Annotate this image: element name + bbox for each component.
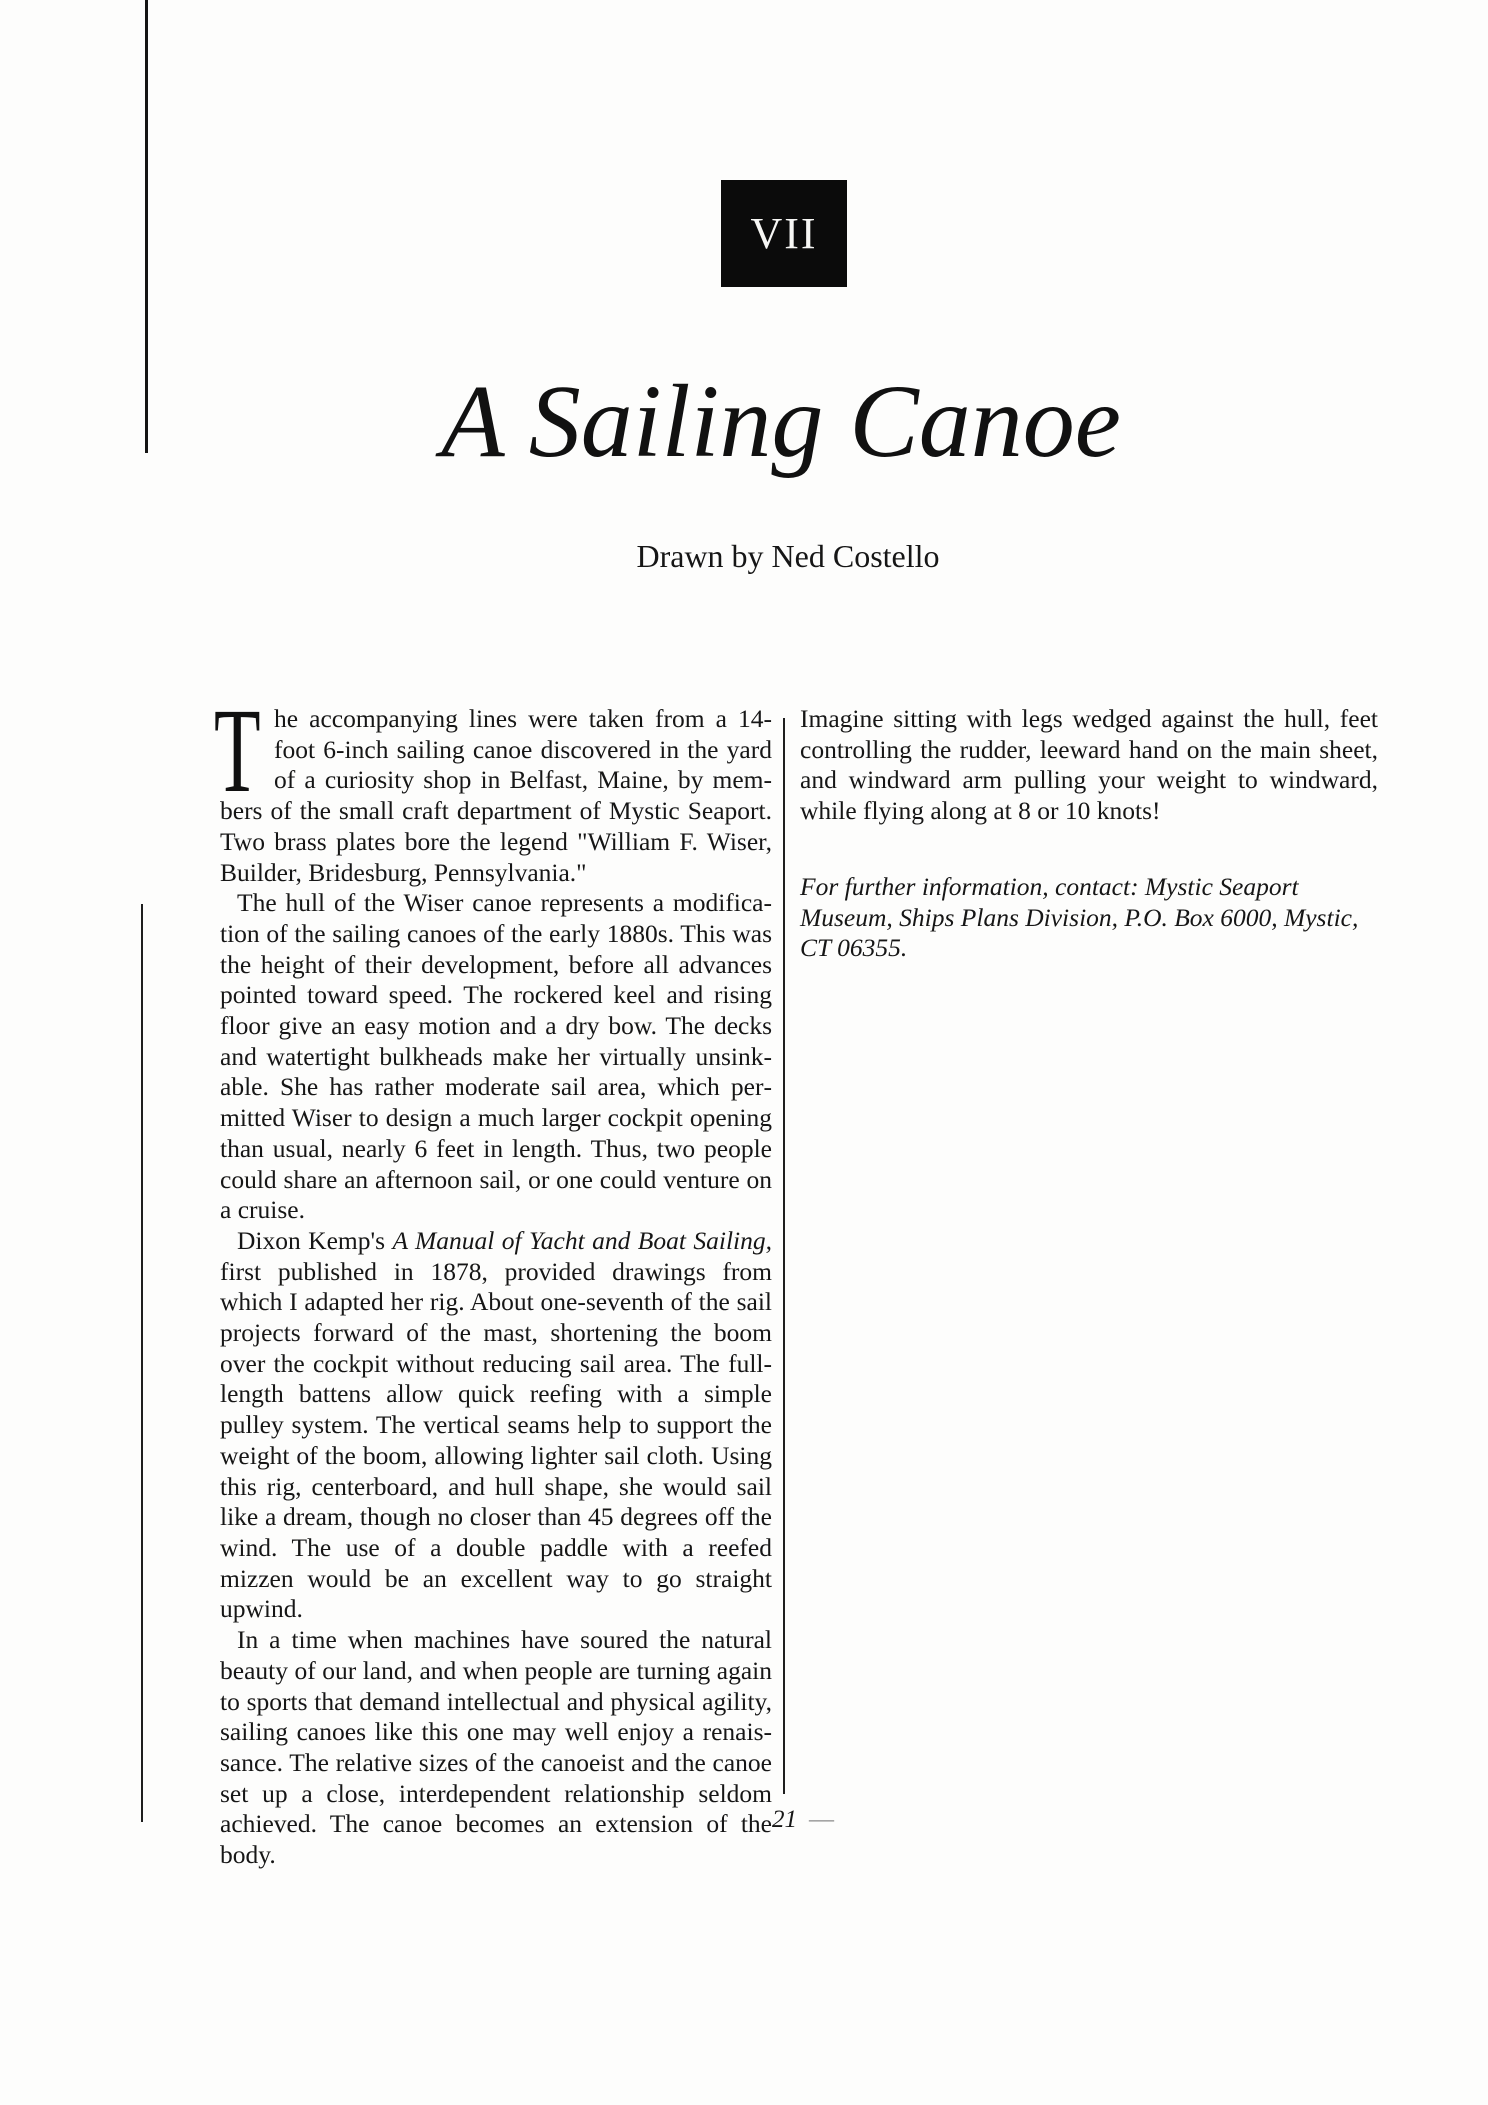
paragraph-text: first published in 1878, provided drawings from which I adapted her rig. About one-seventh of the sail projects forward of the mast, shortening the boom over the cockpit without reducing sail area. The full-length battens allow quick reefing with a simple pulley system. The vertical seams help to support the weight of the boom, allowing lighter sail cloth. Using this rig, centerboard, and hull shape, she would sail like a dream, though no closer than 45 degrees off the wind. The use of a double paddle with a reefed mizzen would be an excellent way to go straight upwind. [220,1256,772,1624]
book-title-italic: A Manual of Yacht and Boat Sailing, [392,1225,773,1255]
paragraph-closing: In a time when machines have soured the natural beauty of our land, and when people are turning again to sports that demand intellectual and physical agility, sailing canoes like this one may well enjoy a renaissance. The relative sizes of the canoeist and the canoe set up a close, interdependent relationship seldom achieved. The canoe becomes an extension of the body. [220,1625,772,1870]
paragraph-text: he accompanying lines were taken from a 14-foot 6-inch sailing canoe discovered in the yard of a curiosity shop in Belfast, Maine, by members of the small craft department of Mystic Seaport. Two brass plates bore the legend "William F. Wiser, Builder, Bridesburg, Pennsylvania." [220,704,772,887]
byline: Drawn by Ned Costello [636,538,940,574]
page-number-value: 21 [772,1806,797,1833]
paragraph-text: Dixon Kemp's [237,1225,393,1255]
contact-note: For further information, contact: Mystic Seaport Museum, Ships Plans Division, P.O. Box 6000, Mystic, CT 06355. [800,871,1359,963]
page-number [772,1806,834,1835]
column-divider-rule [783,718,785,1794]
chapter-number: VII [750,208,818,258]
right-column [800,704,1378,964]
paragraph-hull: The hull of the Wiser canoe represents a modification of the sailing canoes of the early 1880s. This was the height of their development, before all advances pointed toward speed. The rockered keel and rising floor give an easy motion and a dry bow. The decks and watertight bulkheads make her virtually unsinkable. She has rather moderate sail area, which permitted Wiser to design a much larger cockpit opening than usual, nearly 6 feet in length. Thus, two people could share an afternoon sail, or one could venture on a cruise. [220,888,772,1225]
left-margin-rule-top [145,0,148,453]
paragraph-opening [214,684,772,888]
left-column [214,684,773,1871]
left-margin-rule-bottom [141,904,143,1822]
paragraph-imagine: Imagine sitting with legs wedged against the hull, feet controlling the rudder, leeward hand on the main sheet, and windward arm pulling your weight to windward, while flying along at 8 or 10 knots! [800,704,1378,826]
drop-cap-letter: T [214,684,261,818]
paragraph-rig [220,1226,772,1625]
chapter-number-badge [721,180,847,287]
page-title: A Sailing Canoe [441,364,1121,479]
page-number-dash: — [809,1806,834,1833]
